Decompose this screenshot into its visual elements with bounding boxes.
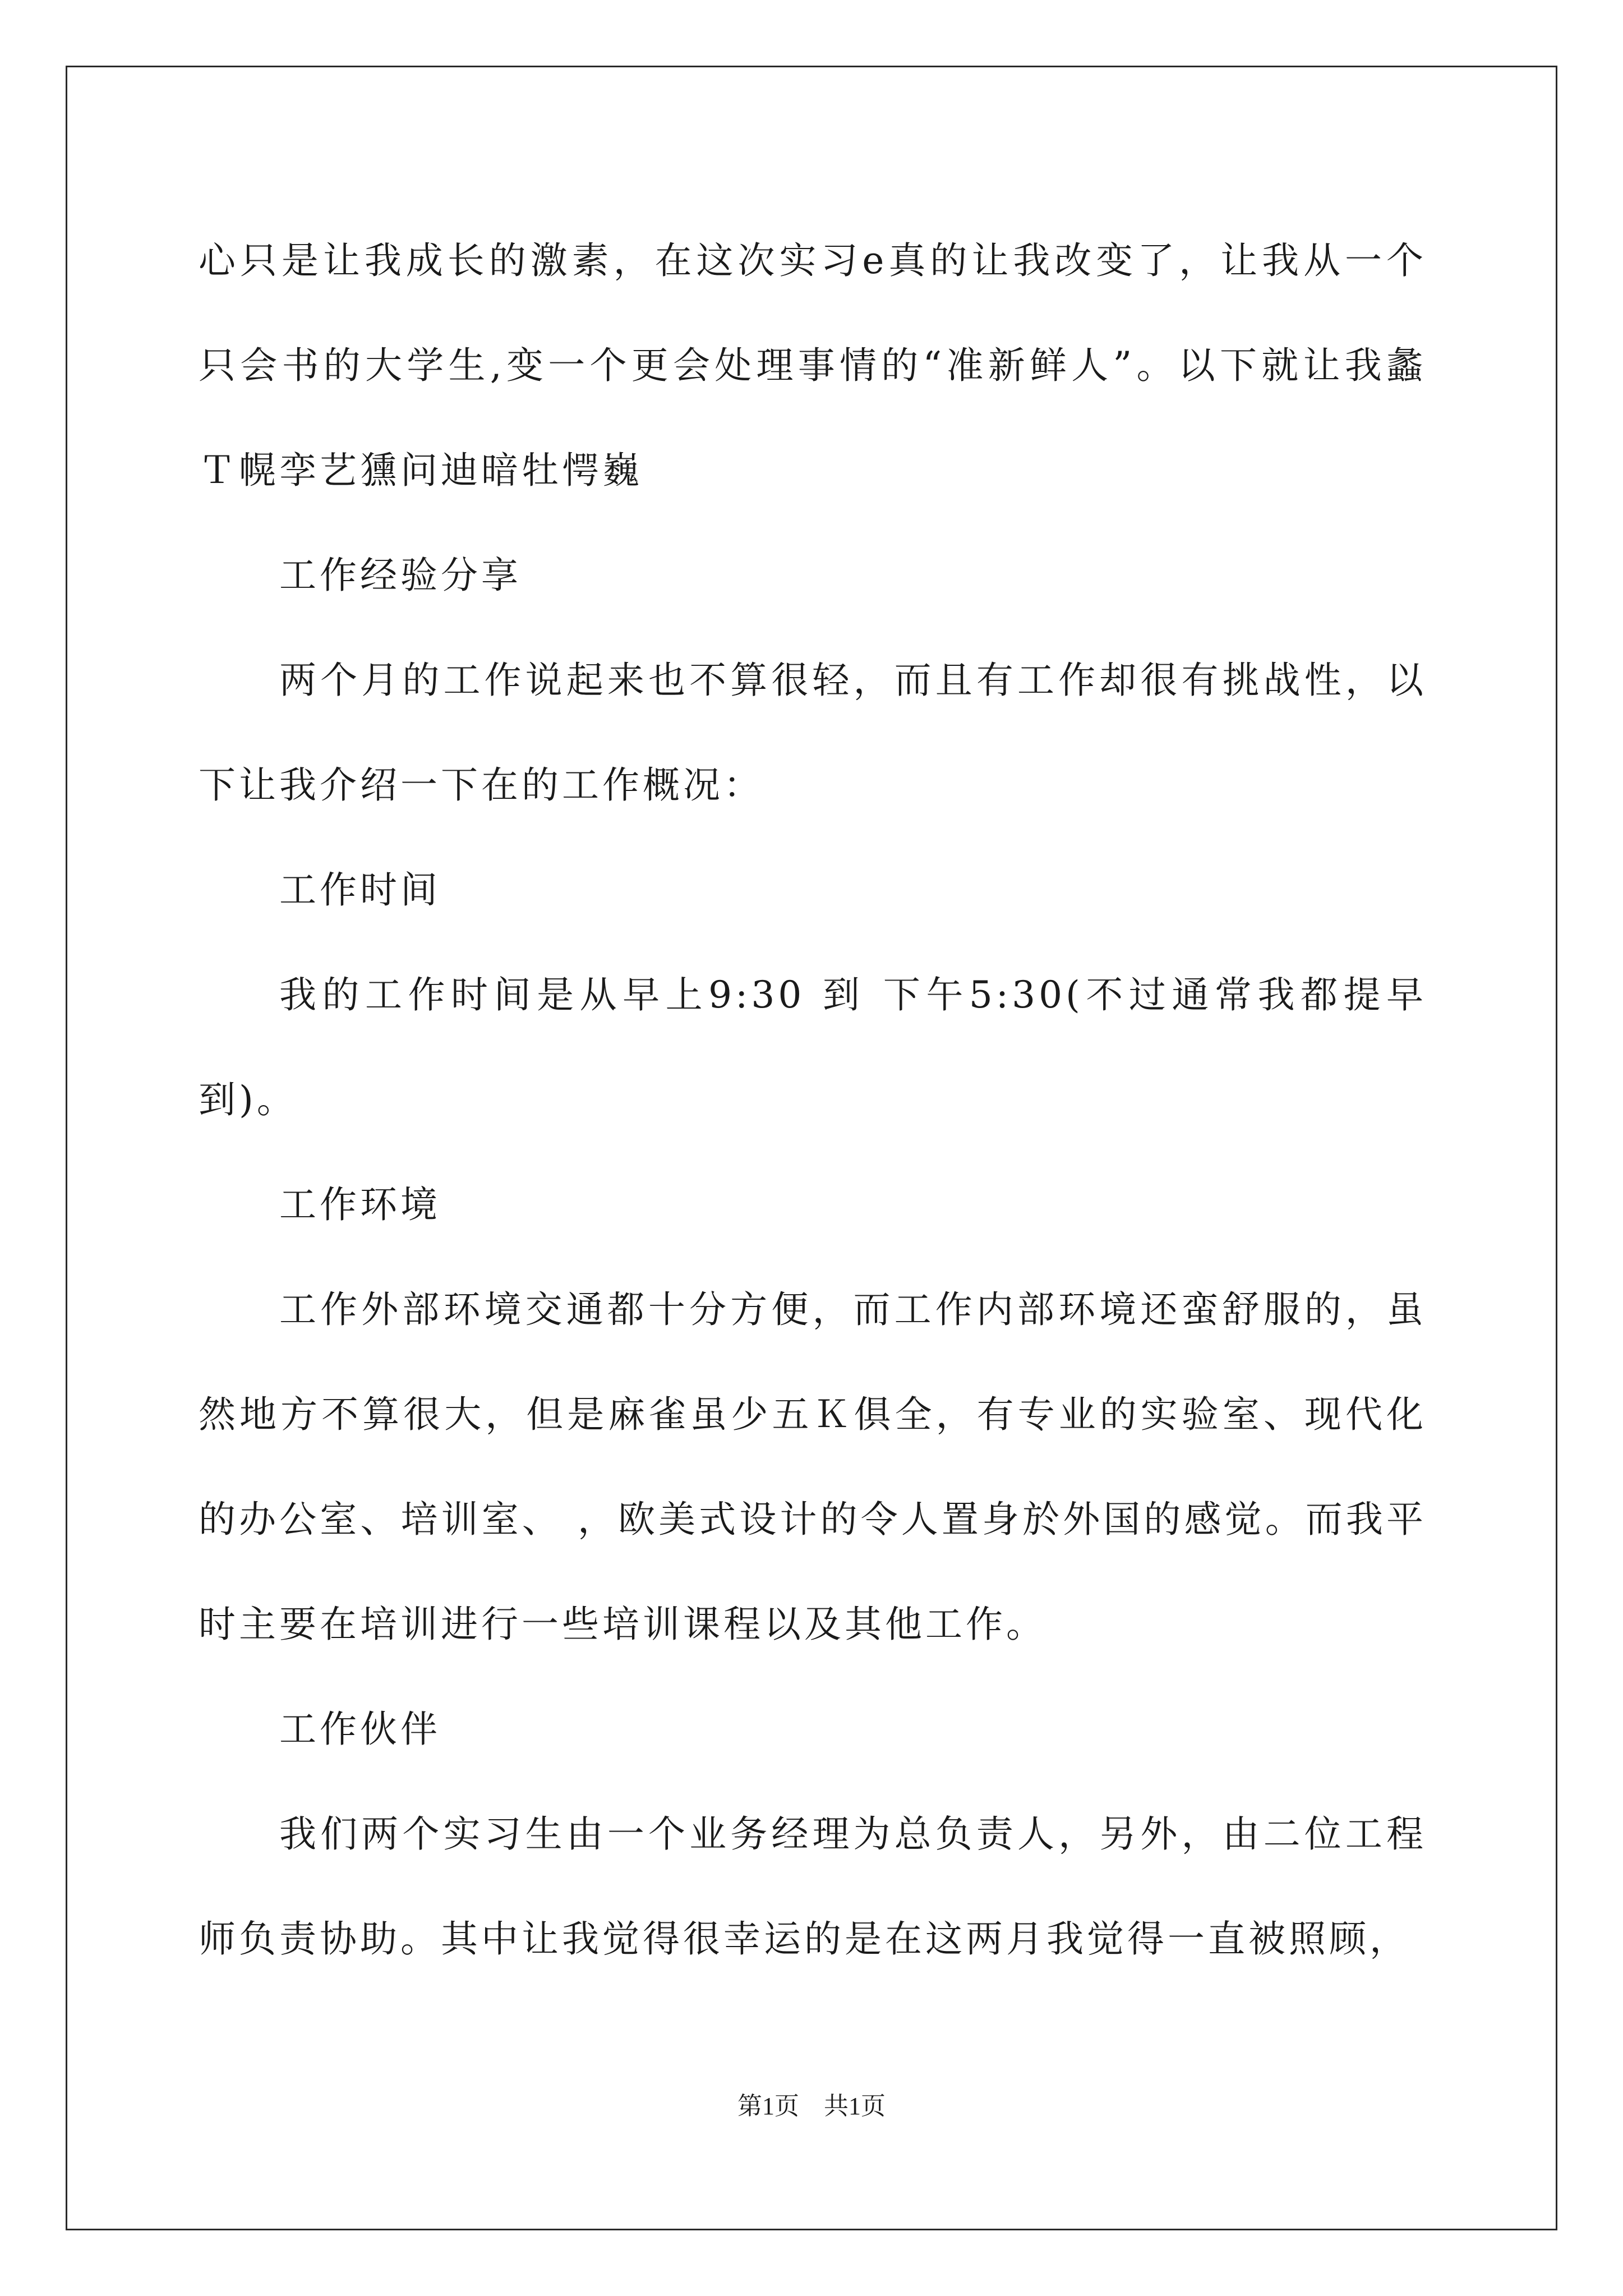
heading-work-partners: 工作伙伴 xyxy=(279,1708,441,1751)
paragraph-intro: 心只是让我成长的激素，在这次实习e真的让我改变了，让我从一个只会书的大学生,变一个更会处理事情的“准新鲜人”。以下就让我蠡Ｔ幌孪艺獯问迪暗牡愕巍 xyxy=(199,239,1427,492)
paragraph-work-hours: 我的工作时间是从早上9:30 到 下午5:30(不过通常我都提早到)。 xyxy=(199,973,1427,1121)
heading-work-experience: 工作经验分享 xyxy=(279,554,522,597)
document-body xyxy=(199,208,1427,1991)
heading-work-environment: 工作环境 xyxy=(279,1183,441,1226)
page-footer: 第1页 共1页 xyxy=(737,2092,886,2120)
paragraph-work-partners: 我们两个实习生由一个业务经理为总负责人，另外，由二位工程师负责协助。其中让我觉得很幸运的是在这两月我觉得一直被照顾， xyxy=(199,1812,1427,1961)
paragraph-work-overview: 两个月的工作说起来也不算很轻，而且有工作却很有挑战性，以下让我介绍一下在的工作概况： xyxy=(199,659,1427,807)
heading-work-hours: 工作时间 xyxy=(279,868,441,912)
paragraph-work-environment: 工作外部环境交通都十分方便，而工作内部环境还蛮舒服的，虽然地方不算很大，但是麻雀虽少五Ｋ俱全，有专业的实验室、现代化的办公室、培训室、 ，欧美式设计的令人置身於外国的感觉。而我平时主要在培训进行一些培训课程以及其他工作。 xyxy=(199,1288,1427,1646)
